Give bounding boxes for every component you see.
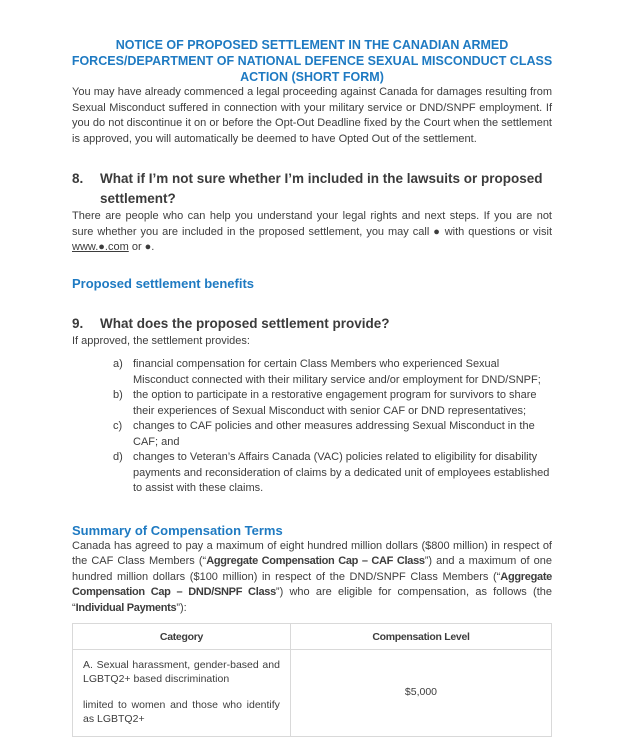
settlement-benefits-list xyxy=(72,357,552,497)
list-marker-a: a) xyxy=(113,358,123,370)
document-title-line: FORCES/DEPARTMENT OF NATIONAL DEFENCE SEXUAL MISCONDUCT CLASS xyxy=(71,54,553,68)
answer-text-after-link: or ●. xyxy=(128,241,155,253)
defined-term-dnd-snpf-cap: Aggregate Compensation Cap – DND/SNPF Class xyxy=(72,570,552,598)
question-9-number: 9. xyxy=(72,315,84,331)
list-marker-b: b) xyxy=(113,389,123,401)
list-text-b: the option to participate in a restorative engagement program for survivors to share their experiences of Sexual Misconduct with senior CAF or DND representatives; xyxy=(133,389,537,417)
compensation-paragraph xyxy=(72,539,552,617)
list-text-c: changes to CAF policies and other measures addressing Sexual Misconduct in the CAF; and xyxy=(133,420,535,448)
list-item-b xyxy=(72,388,552,419)
category-text-primary: A. Sexual harassment, gender-based and LGBTQ2+ based discrimination xyxy=(83,659,280,685)
list-item-c xyxy=(72,419,552,450)
list-item-a xyxy=(72,357,552,388)
document-title-line: NOTICE OF PROPOSED SETTLEMENT IN THE CANADIAN ARMED xyxy=(115,38,509,52)
list-text-a: financial compensation for certain Class Members who experienced Sexual Misconduct connected with their military service and/or employment for DND/SNPF; xyxy=(133,358,541,386)
table-header-row xyxy=(73,624,552,650)
question-8-answer xyxy=(72,209,552,256)
compensation-text: ”) who are eligible for compensation, as follows (the “ xyxy=(72,586,552,614)
settlement-website-link[interactable]: www.●.com xyxy=(72,241,129,253)
question-8-text: What if I’m not sure whether I’m included in the lawsuits or proposed settlement? xyxy=(100,171,543,206)
compensation-level-cell: $5,000 xyxy=(290,650,551,737)
list-item-d xyxy=(72,450,552,497)
table-header-compensation-level: Compensation Level xyxy=(290,624,551,650)
document-title xyxy=(62,37,562,85)
compensation-text: ”): xyxy=(176,601,187,614)
compensation-text: ”) and a maximum of one hundred million dollars ($100 million) in respect of the DND/SNPF Class Members (“ xyxy=(72,555,552,583)
category-text-limitation: limited to women and those who identify as LGBTQ2+ xyxy=(83,699,280,725)
intro-paragraph: You may have already commenced a legal proceeding against Canada for damages resulting from Sexual Misconduct suffered in connection with your military service or DND/SNPF employment. If you do not discontinue it on or before the Opt-Out Deadline fixed by the Court when the settlement is approved, you will automatically be deemed to have Opted Out of the settlement. xyxy=(72,86,552,145)
table-row xyxy=(73,650,552,737)
answer-text-before-link: There are people who can help you understand your legal rights and next steps. If you are not sure whether you are included in the proposed settlement, you may call ● with questions or visit xyxy=(72,210,552,238)
document-page xyxy=(72,0,552,737)
compensation-table xyxy=(72,623,552,737)
benefits-section-heading: Proposed settlement benefits xyxy=(72,275,255,291)
question-8-number: 8. xyxy=(72,171,84,186)
list-marker-d: d) xyxy=(113,451,123,463)
list-marker-c: c) xyxy=(113,420,123,432)
defined-term-individual-payments: Individual Payments xyxy=(75,601,177,614)
question-9-heading xyxy=(72,314,552,334)
defined-term-caf-cap: Aggregate Compensation Cap – CAF Class xyxy=(206,555,425,567)
list-text-d: changes to Veteran’s Affairs Canada (VAC) policies related to eligibility for disability payments and reconsideration of claims by a dedicated unit of employees established to assist with these claims. xyxy=(133,451,550,494)
document-title-line: ACTION (SHORT FORM) xyxy=(240,70,384,84)
settlement-provides-lead: If approved, the settlement provides: xyxy=(72,334,250,347)
question-9-text: What does the proposed settlement provide? xyxy=(100,315,390,331)
table-header-category: Category xyxy=(73,624,291,650)
compensation-text: Canada has agreed to pay a maximum of eight hundred million dollars ($800 million) in respect of the CAF Class Members (“ xyxy=(72,539,552,567)
category-cell xyxy=(73,650,291,737)
compensation-section-heading: Summary of Compensation Terms xyxy=(72,522,283,538)
question-8-heading xyxy=(72,169,552,209)
